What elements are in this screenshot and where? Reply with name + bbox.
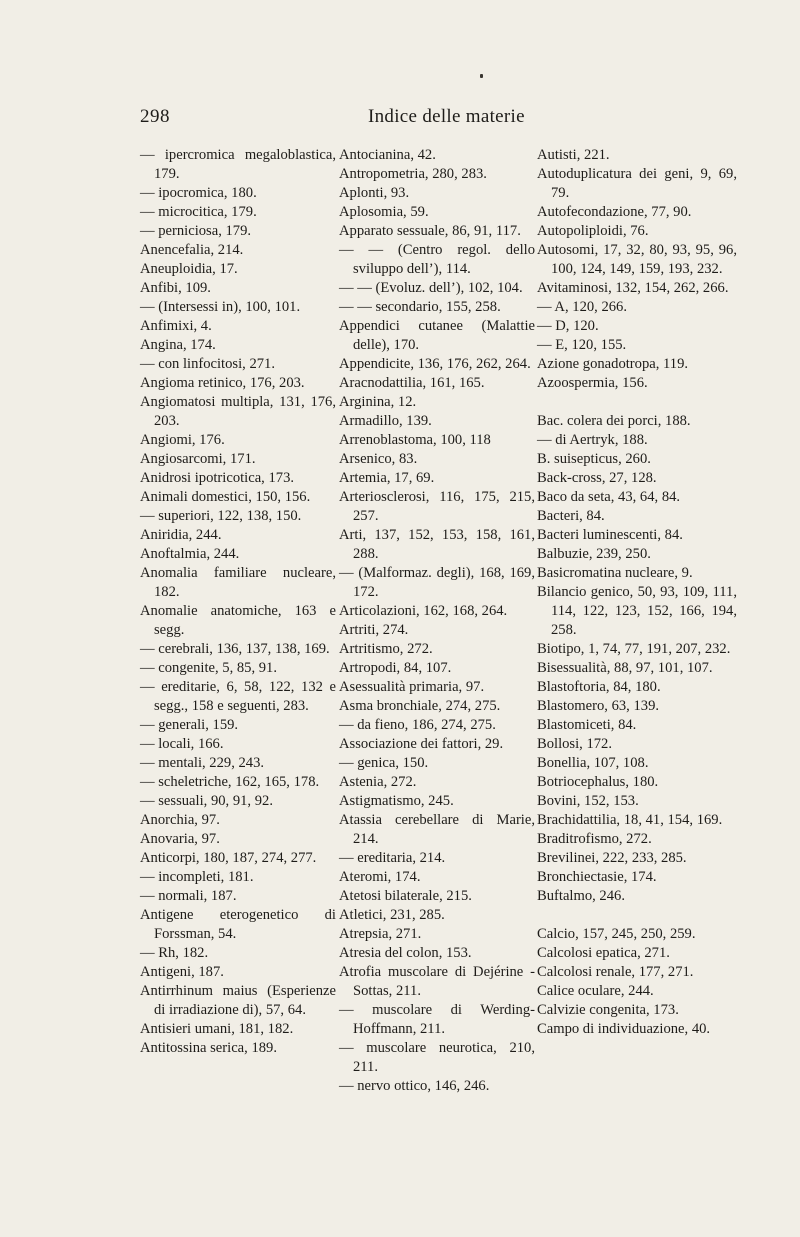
index-entry: Autosomi, 17, 32, 80, 93, 95, 96, 100, 124, 149, 159, 193, 232. <box>537 242 737 277</box>
index-entry: Bacteri luminescenti, 84. <box>537 527 683 543</box>
index-entry: Angina, 174. <box>140 337 216 353</box>
index-entry: Anidrosi ipotricotica, 173. <box>140 470 295 486</box>
index-entry: Atletici, 231, 285. <box>339 907 445 923</box>
index-entry: — incompleti, 181. <box>140 869 254 885</box>
index-entry: Artritismo, 272. <box>339 641 433 657</box>
index-entry: Calvizie congenita, 173. <box>537 1002 679 1018</box>
index-entry: Biotipo, 1, 74, 77, 191, 207, 232. <box>537 641 731 657</box>
index-entry: Bovini, 152, 153. <box>537 793 639 809</box>
index-entry: Astigmatismo, 245. <box>339 793 454 809</box>
print-speck <box>480 74 483 78</box>
index-entry: Armadillo, 139. <box>339 413 432 429</box>
index-entry: Ateromi, 174. <box>339 869 421 885</box>
index-entry: Anencefalia, 214. <box>140 242 244 258</box>
index-entry: Antocianina, 42. <box>339 147 436 163</box>
index-column-3 <box>537 146 737 1039</box>
index-entry: — locali, 166. <box>140 736 224 752</box>
index-entry: Blastomiceti, 84. <box>537 717 637 733</box>
index-entry: Artropodi, 84, 107. <box>339 660 452 676</box>
index-entry: — ipocromica, 180. <box>140 185 257 201</box>
index-entry: Arsenico, 83. <box>339 451 418 467</box>
index-entry: Antropometria, 280, 283. <box>339 166 487 182</box>
index-entry: Angiomatosi multipla, 131, 176, 203. <box>140 394 336 429</box>
index-entry: Back-cross, 27, 128. <box>537 470 657 486</box>
index-entry: Associazione dei fattori, 29. <box>339 736 504 752</box>
index-entry: Artemia, 17, 69. <box>339 470 435 486</box>
index-entry: Angiomi, 176. <box>140 432 225 448</box>
index-entry: Autoduplicatura dei geni, 9, 69, 79. <box>537 166 737 201</box>
index-entry: Arrenoblastoma, 100, 118 <box>339 432 491 448</box>
page-number: 298 <box>140 106 170 127</box>
index-entry: Avitaminosi, 132, 154, 262, 266. <box>537 280 729 296</box>
index-entry: Calcolosi renale, 177, 271. <box>537 964 694 980</box>
index-entry: Antigeni, 187. <box>140 964 224 980</box>
index-entry: — ereditaria, 214. <box>339 850 446 866</box>
index-entry: — E, 120, 155. <box>537 337 627 353</box>
index-entry: Campo di individuazione, 40. <box>537 1021 711 1037</box>
index-entry: Aneuploidia, 17. <box>140 261 238 277</box>
index-entry: Balbuzie, 239, 250. <box>537 546 651 562</box>
index-entry: — Rh, 182. <box>140 945 209 961</box>
index-entry: Bollosi, 172. <box>537 736 613 752</box>
index-entry: — (Intersessi in), 100, 101. <box>140 299 301 315</box>
index-entry: Animali domestici, 150, 156. <box>140 489 311 505</box>
index-column-1 <box>140 146 336 1058</box>
index-entry: Appendicite, 136, 176, 262, 264. <box>339 356 531 372</box>
index-entry: — cerebrali, 136, 137, 138, 169. <box>140 641 330 657</box>
index-entry: Basicromatina nucleare, 9. <box>537 565 693 581</box>
index-entry: Aplosomia, 59. <box>339 204 429 220</box>
index-entry: — — (Centro regol. dello sviluppo dell’), 114. <box>339 242 535 277</box>
index-entry: — ipercromica megaloblastica, 179. <box>140 147 336 182</box>
index-entry: Arginina, 12. <box>339 394 417 410</box>
index-entry: Atrepsia, 271. <box>339 926 422 942</box>
index-entry: — nervo ottico, 146, 246. <box>339 1078 490 1094</box>
index-entry: — A, 120, 266. <box>537 299 627 315</box>
index-entry: Atresia del colon, 153. <box>339 945 472 961</box>
index-entry: Articolazioni, 162, 168, 264. <box>339 603 508 619</box>
index-entry: Anomalia familiare nucleare, 182. <box>140 565 336 600</box>
index-entry: Anticorpi, 180, 187, 274, 277. <box>140 850 317 866</box>
index-entry: Asessualità primaria, 97. <box>339 679 485 695</box>
index-entry: Aracnodattilia, 161, 165. <box>339 375 485 391</box>
index-entry: — muscolare neurotica, 210, 211. <box>339 1040 535 1075</box>
index-entry: Autopoliploidi, 76. <box>537 223 649 239</box>
index-entry: — superiori, 122, 138, 150. <box>140 508 302 524</box>
index-entry: Bonellia, 107, 108. <box>537 755 649 771</box>
index-entry: Autofecondazione, 77, 90. <box>537 204 692 220</box>
index-entry: Anovaria, 97. <box>140 831 220 847</box>
index-entry: Bacteri, 84. <box>537 508 605 524</box>
index-entry: Azione gonadotropa, 119. <box>537 356 689 372</box>
index-entry: Calcolosi epatica, 271. <box>537 945 670 961</box>
index-entry: — — secondario, 155, 258. <box>339 299 501 315</box>
index-entry: Azoospermia, 156. <box>537 375 648 391</box>
index-column-2 <box>339 146 535 1096</box>
index-entry: — scheletriche, 162, 165, 178. <box>140 774 320 790</box>
index-entry: Angiosarcomi, 171. <box>140 451 256 467</box>
index-entry: Atrofia muscolare di Dejérine - Sottas, 211. <box>339 964 535 999</box>
index-entry: Antisieri umani, 181, 182. <box>140 1021 294 1037</box>
index-entry: — muscolare di Werding-Hoffmann, 211. <box>339 1002 535 1037</box>
index-entry: Atetosi bilaterale, 215. <box>339 888 472 904</box>
index-entry: — normali, 187. <box>140 888 237 904</box>
index-entry: Anfimixi, 4. <box>140 318 212 334</box>
index-entry: Angioma retinico, 176, 203. <box>140 375 305 391</box>
index-entry: Antitossina serica, 189. <box>140 1040 277 1056</box>
index-entry: Arti, 137, 152, 153, 158, 161, 288. <box>339 527 535 562</box>
index-entry: Brevilinei, 222, 233, 285. <box>537 850 687 866</box>
index-entry: — — (Evoluz. dell’), 102, 104. <box>339 280 523 296</box>
index-entry: Artriti, 274. <box>339 622 409 638</box>
index-entry: Buftalmo, 246. <box>537 888 625 904</box>
index-entry: Bac. colera dei porci, 188. <box>537 413 691 429</box>
index-entry: Autisti, 221. <box>537 147 610 163</box>
index-entry: — genica, 150. <box>339 755 429 771</box>
index-entry: — generali, 159. <box>140 717 239 733</box>
index-entry: Blastoftoria, 84, 180. <box>537 679 661 695</box>
running-title: Indice delle materie <box>368 106 525 127</box>
index-entry: Atassia cerebellare di Marie, 214. <box>339 812 535 847</box>
index-entry: B. suisepticus, 260. <box>537 451 651 467</box>
index-entry: Anorchia, 97. <box>140 812 220 828</box>
index-entry: Arteriosclerosi, 116, 175, 215, 257. <box>339 489 535 524</box>
index-entry: — da fieno, 186, 274, 275. <box>339 717 496 733</box>
index-entry: Aplonti, 93. <box>339 185 410 201</box>
index-entry: Baco da seta, 43, 64, 84. <box>537 489 681 505</box>
index-entry: Asma bronchiale, 274, 275. <box>339 698 501 714</box>
index-entry: Bilancio genico, 50, 93, 109, 111, 114, 122, 123, 152, 166, 194, 258. <box>537 584 737 638</box>
index-entry: — D, 120. <box>537 318 599 334</box>
index-entry: Bronchiectasie, 174. <box>537 869 657 885</box>
index-entry: Calcio, 157, 245, 250, 259. <box>537 926 696 942</box>
index-entry: — con linfocitosi, 271. <box>140 356 275 372</box>
index-entry: — perniciosa, 179. <box>140 223 252 239</box>
index-entry: Calice oculare, 244. <box>537 983 654 999</box>
index-entry: — microcitica, 179. <box>140 204 257 220</box>
index-entry: Braditrofismo, 272. <box>537 831 652 847</box>
index-entry: Anomalie anatomiche, 163 e segg. <box>140 603 336 638</box>
index-entry: Botriocephalus, 180. <box>537 774 659 790</box>
index-entry: Astenia, 272. <box>339 774 417 790</box>
index-entry: Apparato sessuale, 86, 91, 117. <box>339 223 521 239</box>
index-entry: — ereditarie, 6, 58, 122, 132 e segg., 158 e seguenti, 283. <box>140 679 336 714</box>
index-entry: Brachidattilia, 18, 41, 154, 169. <box>537 812 723 828</box>
index-entry: Blastomero, 63, 139. <box>537 698 660 714</box>
index-entry: Aniridia, 244. <box>140 527 222 543</box>
index-entry: Anoftalmia, 244. <box>140 546 240 562</box>
index-entry: Anfibi, 109. <box>140 280 211 296</box>
index-entry: — mentali, 229, 243. <box>140 755 265 771</box>
index-entry: — di Aertryk, 188. <box>537 432 648 448</box>
index-entry: Antirrhinum maius (Esperienze di irradiazione di), 57, 64. <box>140 983 336 1018</box>
index-entry: — sessuali, 90, 91, 92. <box>140 793 273 809</box>
index-entry: Bisessualità, 88, 97, 101, 107. <box>537 660 713 676</box>
index-entry: Appendici cutanee (Malattie delle), 170. <box>339 318 535 353</box>
index-entry: — (Malformaz. degli), 168, 169, 172. <box>339 565 535 600</box>
index-entry: — congenite, 5, 85, 91. <box>140 660 277 676</box>
index-entry: Antigene eterogenetico di Forssman, 54. <box>140 907 336 942</box>
